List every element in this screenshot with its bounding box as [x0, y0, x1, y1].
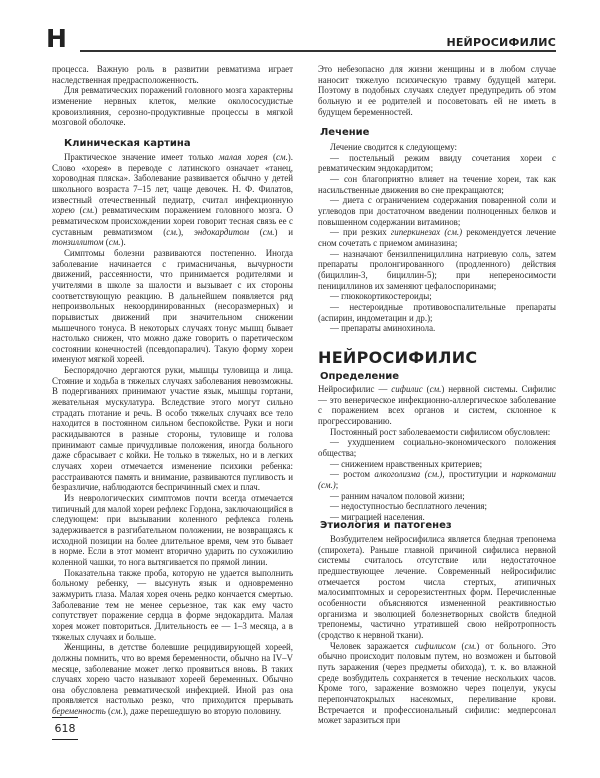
text-run: — препараты аминохинола. — [330, 323, 436, 334]
text-run: ), — [178, 226, 194, 237]
text-run: Возбудителем нейросифилиса является бледная трепонема (спирохета). Раньше главной причиной сифилиса нервной системы считалось отсутствие или недостаточное предшествующее лечение. Современный нейросифилис отмечается ростом числа стертых, атипичных малосимптомных и серорезистентных форм. Перечисленные особенности объясняются измененной реактивностью организма и эволюцией болезнетворных свойств бледной трепонемы, частично утратившей свою нейротропность (сродство к нервной ткани). — [318, 534, 556, 640]
definition-text — [318, 384, 556, 523]
paragraph — [318, 291, 556, 302]
paragraph — [52, 64, 293, 85]
text-run: ), даже перешедшую во вторую половину. — [122, 706, 282, 717]
paragraph — [318, 153, 556, 174]
italic-term: гиперкинезах (см.) — [390, 227, 463, 238]
italic-term: см. — [82, 205, 95, 216]
text-run: — сон благоприятно влияет на течение хореи, так как насильственные движения во сне прекращаются; — [318, 173, 556, 195]
paragraph — [318, 459, 556, 470]
paragraph — [318, 249, 556, 292]
text-run: рекомендуется лечение сном сочетать с приемом аминазина; — [318, 227, 556, 248]
italic-term: см. — [464, 640, 477, 651]
text-run: Из неврологических симптомов почти всегда отмечается типичный для малой хореи рефлекс Гордона, заключающийся в следующем: при вызывании коленного рефлекса голень задерживается в разгибательном положении, не возвращаясь к исходной позиции на более длительное время, чем это бывает в норме. Если в этот момент вторично ударить по сухожилию коленной чашки, то нога вытягивается по прямой линии. — [52, 493, 293, 567]
left-intro — [52, 64, 293, 128]
paragraph — [318, 227, 556, 248]
text-run: Постоянный рост заболеваемости сифилисом обусловлен: — [330, 426, 551, 437]
text-run: — снижением нравственных критериев; — [330, 458, 483, 469]
left-clinical-text — [52, 152, 293, 717]
text-run: Нейросифилис — — [318, 384, 392, 394]
text-run: — назначают бензилпенициллина натриевую соль, затем препараты пролонгированного (продленного) действия (бициллин-3, бициллин-5); при непереносимости пенициллинов их заменяют цефалоспоринами; — [318, 248, 556, 291]
italic-term: беременность — [52, 706, 106, 717]
text-run: — при резких — [330, 227, 391, 238]
text-run: — ухудшением социально-экономического положения общества; — [318, 437, 556, 458]
text-run: ) ревматическим поражением головного мозга. О ревматическом происхождении хореи говорит тесная связь ее с суставным ревматизмом ( — [52, 205, 293, 237]
paragraph — [52, 642, 293, 717]
text-run: ). — [120, 237, 126, 248]
text-run: Симптомы болезни развиваются постепенно. Иногда заболевание начинается с гримасничанья, вычурности движений, рассеянности, что принимается родителями и учителями в школе за шалости и вызывает с их стороны соответствующую реакцию. В дальнейшем появляется ряд непроизвольных некоординированных (несоразмерных) и порывистых движений при значительном снижении мышечного тонуса. В некоторых случаях тонус мышц бывает настолько снижен, что можно даже говорить о паретическом состоянии конечностей (псевдопаралич). Такую форму хореи именуют мягкой хореей. — [52, 247, 293, 365]
paragraph — [318, 64, 556, 117]
italic-term: тонзиллитом — [52, 237, 104, 248]
text-run: ( — [74, 205, 83, 216]
italic-term: сифилисом — [414, 640, 456, 651]
italic-term: см. — [166, 226, 179, 237]
paragraph — [318, 491, 556, 502]
paragraph — [318, 142, 556, 153]
text-run: ( — [105, 706, 111, 717]
page-number: 618 — [52, 717, 78, 740]
italic-term: алкоголизма (см.) — [374, 469, 443, 480]
paragraph — [318, 437, 556, 458]
text-run: ; — [335, 479, 339, 490]
italic-term: см. — [429, 384, 442, 394]
text-run: — глюкокортикостероиды; — [330, 291, 432, 302]
paragraph — [318, 195, 556, 227]
paragraph — [52, 152, 293, 248]
text-run: Для ревматических поражений головного мозга характерны изменение нервных клеток, мелкие околососудистые кровоизлияния, серозно-продуктивные процессы в мягкой мозговой оболочке. — [52, 85, 293, 128]
text-run: , проституции и — [442, 469, 512, 480]
italic-term: см. — [108, 237, 121, 248]
text-run: Беспорядочно дергаются руки, мышцы туловища и лица. Стояние и ходьба в тяжелых случаях заболевания невозможны. В подергиваниях принимают участие язык, мышцы гортани, жевательная мускулатура. Вследствие этого могут сильно страдать глотание и речь. В особо тяжелых случаях все тело находится в постоянном сильном беспокойстве. Руки и ноги раскидываются в разные стороны, туловище и голова принимают самые причудливые положения, иногда больного даже сбрасывает с койки. Не только в тяжелых, но и в легких случаях хореи отмечается изменение психики ребенка: расстраиваются память и внимание, развиваются пугливость и безразличие, наблюдаются беспричинный смех и плач. — [52, 365, 293, 493]
paragraph — [52, 493, 293, 568]
text-run: Практическое значение имеет только — [64, 152, 219, 162]
text-run: — недоступностью бесплатного лечения; — [330, 501, 487, 512]
heading-clinical: Клиническая картина — [64, 138, 191, 149]
paragraph — [318, 384, 556, 427]
text-run: — диета с ограничением содержания поваренной соли и углеводов при достаточном введении полноценных белков и повышенном содержании витаминов; — [318, 195, 556, 227]
italic-term: наркомании (см.) — [318, 469, 556, 490]
text-run: — ранним началом половой жизни; — [330, 490, 465, 501]
text-run: процесса. Важную роль в развитии ревматизма играет наследственная предрасположенность. — [52, 64, 293, 85]
italic-term: хорею — [52, 205, 75, 216]
etiology-text — [318, 534, 556, 726]
text-run: Это небезопасно для жизни женщины и в любом случае наносит тяжелую психическую травму будущей матери. Поэтому в подобных случаях следует предупредить об этом больную и ее родителей и посоветовать ей не иметь в будущем беременностей. — [318, 64, 556, 117]
paragraph — [52, 365, 293, 493]
text-run: Женщины, в детстве болевшие рецидивирующей хореей, должны помнить, что во время беременности, обычно на IV–V месяце, заболевание может легко проявиться вновь. В таких случаях хорею часто называют хореей беременных. Обычно она обусловлена ревматической инфекцией. Иной раз она проявляется настолько резко, что приходится прерывать — [52, 642, 293, 706]
italic-term: сифилис — [391, 384, 423, 394]
paragraph — [318, 427, 556, 438]
text-run: — миграцией населения. — [330, 511, 425, 522]
text-run: Человек заражается — [330, 640, 415, 651]
text-run: ( — [267, 152, 276, 162]
text-run: Показательна также проба, которую не удается выполнить больному ребенку, — высунуть язык и одновременно зажмурить глаза. Малая хорея очень редко кончается смертью. Заболевание тем не менее серьезное, так как ему часто сопутствует поражение сердца в форме эндокардита. Малая хорея может повториться. Длительность ее — 1–3 месяца, а в тяжелых случаях и больше. — [52, 567, 293, 642]
text-run: Лечение сводится к следующему: — [330, 142, 457, 152]
paragraph — [318, 469, 556, 490]
heading-treatment: Лечение — [320, 127, 370, 138]
right-intro — [318, 64, 556, 117]
italic-term: малая хорея — [218, 152, 268, 162]
text-run: ). Слово «хорея» в переводе с латинского означает «танец, хороводная пляска». Заболевание развивается обычно у детей школьного возраста 7–15 лет, чаще девочек. Н. Ф. Филатов, известный отечественный педиатр, считал инфекционную — [52, 152, 293, 205]
italic-term: см. — [275, 152, 288, 162]
text-run: ) от больного. Это обычно происходит половым путем, но возможен и бытовой путь заражения (через предметы обихода), т. к. во влажной среде возбудитель сохраняется в течение нескольких часов. Кроме того, заражение возможно через поцелуи, укусы перепончатокрылых насекомых, переливание крови. Встречается и профессиональный сифилис: медперсонал может заразиться при — [318, 640, 556, 726]
italic-term: эндокардитом — [193, 226, 250, 237]
paragraph — [52, 85, 293, 128]
text-run: ) нервной системы. Сифилис — это венерическое инфекционно-аллергическое заболевание с поражением всех органов и систем, склонное к прогрессированию. — [318, 384, 556, 426]
text-run: ( — [249, 226, 263, 237]
paragraph — [318, 641, 556, 726]
paragraph — [52, 568, 293, 643]
section-letter: Н — [46, 24, 67, 53]
article-title: НЕЙРОСИФИЛИС — [318, 348, 478, 367]
heading-etiology: Этиология и патогенез — [320, 520, 452, 531]
text-run: — постельный режим ввиду сочетания хореи с ревматическим эндокардитом; — [318, 152, 556, 174]
paragraph — [318, 534, 556, 641]
header-rule — [80, 50, 556, 52]
running-title: НЕЙРОСИФИЛИС — [446, 36, 556, 49]
text-run: ) и — [274, 226, 293, 237]
paragraph — [318, 174, 556, 195]
treatment-list — [318, 142, 556, 334]
italic-term: см. — [110, 706, 123, 717]
paragraph — [52, 248, 293, 365]
paragraph — [318, 323, 556, 334]
text-run: ( — [103, 237, 109, 248]
text-run: — ростом — [330, 469, 375, 480]
paragraph — [318, 501, 556, 512]
heading-definition: Определение — [320, 371, 400, 382]
paragraph — [318, 302, 556, 323]
italic-term: см. — [262, 226, 275, 237]
text-run: ( — [455, 640, 465, 651]
text-run: — нестероидные противовоспалительные препараты (аспирин, индометацин и др.); — [318, 301, 556, 323]
text-run: ( — [422, 384, 430, 394]
